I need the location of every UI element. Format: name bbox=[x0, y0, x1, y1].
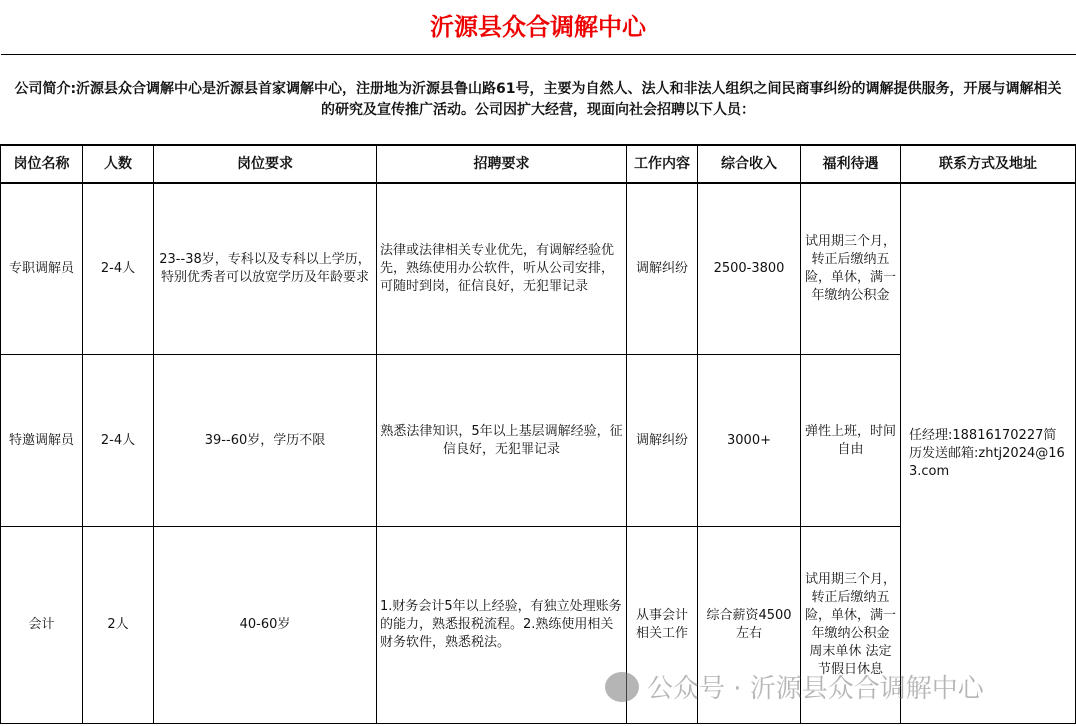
watermark-text: 公众号 · 沂源县众合调解中心 bbox=[647, 674, 984, 704]
company-intro: 公司简介:沂源县众合调解中心是沂源县首家调解中心，注册地为沂源县鲁山路61号，主要为自然人、法人和非法人组织之间民商事纠纷的调解提供服务，开展与调解相关的研究及宣传推广活动。公司因扩大经营，现面向社会招聘以下人员： bbox=[1, 55, 1076, 146]
header-cell: 工作内容 bbox=[627, 145, 698, 183]
table-header bbox=[1, 145, 1076, 183]
welfare: 试用期三个月，转正后缴纳五险，单休，满一年缴纳公积金 bbox=[801, 183, 901, 355]
headcount: 2-4人 bbox=[83, 183, 154, 355]
header-cell: 联系方式及地址 bbox=[901, 145, 1076, 183]
position-name: 会计 bbox=[1, 527, 83, 724]
watermark bbox=[605, 668, 984, 705]
header-cell: 综合收入 bbox=[698, 145, 801, 183]
header-cell: 人数 bbox=[83, 145, 154, 183]
headcount: 2-4人 bbox=[83, 355, 154, 527]
welfare: 试用期三个月，转正后缴纳五险，单休，满一年缴纳公积金 周末单休 法定节假日休息 bbox=[801, 527, 901, 724]
position-name: 特邀调解员 bbox=[1, 355, 83, 527]
contact-info: 任经理:18816170227简历发送邮箱:zhtj2024@163.com bbox=[901, 183, 1076, 724]
post-requirements: 39--60岁，学历不限 bbox=[154, 355, 377, 527]
post-requirements: 23--38岁，专科以及专科以上学历，特别优秀者可以放宽学历及年龄要求 bbox=[154, 183, 377, 355]
header-cell: 岗位要求 bbox=[154, 145, 377, 183]
page-title: 沂源县众合调解中心 bbox=[1, 0, 1076, 55]
headcount: 2人 bbox=[83, 527, 154, 724]
hiring-requirements: 1.财务会计5年以上经验，有独立处理账务的能力，熟悉报税流程。2.熟练使用相关财务软件，熟悉税法。 bbox=[377, 527, 627, 724]
table-row bbox=[1, 183, 1076, 355]
header-cell: 福利待遇 bbox=[801, 145, 901, 183]
wechat-icon bbox=[605, 672, 639, 702]
income: 综合薪资4500左右 bbox=[698, 527, 801, 724]
work-content: 调解纠纷 bbox=[627, 183, 698, 355]
hiring-requirements: 法律或法律相关专业优先，有调解经验优先，熟练使用办公软件，听从公司安排，可随时到岗，征信良好，无犯罪记录 bbox=[377, 183, 627, 355]
hiring-requirements: 熟悉法律知识，5年以上基层调解经验，征信良好，无犯罪记录 bbox=[377, 355, 627, 527]
post-requirements: 40-60岁 bbox=[154, 527, 377, 724]
header-cell: 招聘要求 bbox=[377, 145, 627, 183]
work-content: 从事会计相关工作 bbox=[627, 527, 698, 724]
position-name: 专职调解员 bbox=[1, 183, 83, 355]
work-content: 调解纠纷 bbox=[627, 355, 698, 527]
welfare: 弹性上班，时间自由 bbox=[801, 355, 901, 527]
header-cell: 岗位名称 bbox=[1, 145, 83, 183]
income: 2500-3800 bbox=[698, 183, 801, 355]
income: 3000+ bbox=[698, 355, 801, 527]
